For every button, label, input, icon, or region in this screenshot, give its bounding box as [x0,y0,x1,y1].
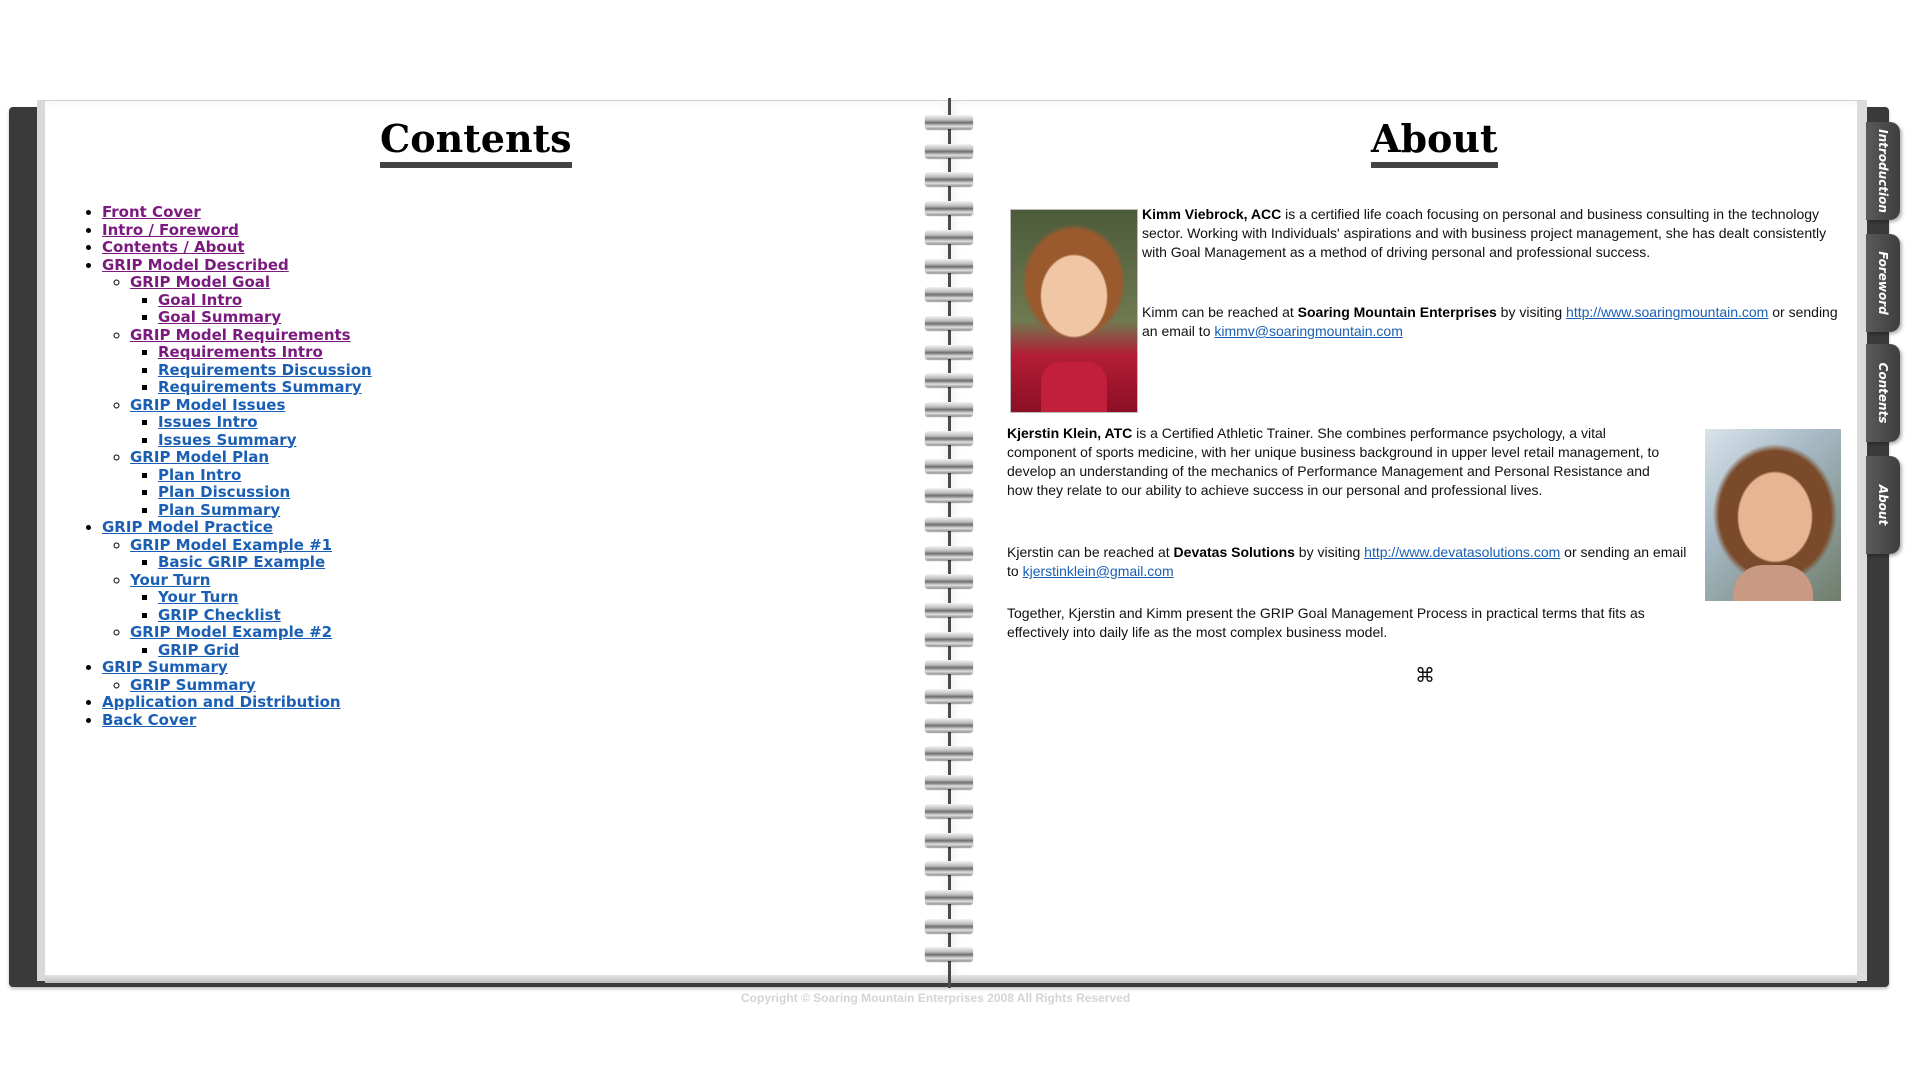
toc-link-grip-model-described[interactable]: GRIP Model Described [102,255,289,274]
spiral-ring [925,402,973,416]
kjerstin-website-link[interactable]: http://www.devatasolutions.com [1364,544,1561,560]
toc-link-grip-summary[interactable]: GRIP Summary [102,658,228,676]
toc-link-your-turn[interactable]: Your Turn [158,588,239,606]
toc-link-grip-summary[interactable]: GRIP Summary [130,675,256,694]
spiral-ring [925,488,973,502]
toc-item [130,397,372,450]
toc-link-requirements-intro[interactable]: Requirements Intro [158,343,323,361]
toc-item [158,484,372,502]
toc-item [158,589,372,607]
toc-link-your-turn[interactable]: Your Turn [130,570,211,589]
kjerstin-contact [1007,543,1697,581]
toc-item [130,624,372,659]
tab-foreword[interactable] [1866,234,1900,332]
toc-link-grip-model-example-1[interactable]: GRIP Model Example #1 [130,535,333,554]
command-symbol: ⌘ [1415,663,1435,687]
toc-item [130,327,372,397]
toc-link-issues-intro[interactable]: Issues Intro [158,413,258,431]
spiral-ring [925,718,973,732]
toc-item [158,414,372,432]
spiral-ring [925,517,973,531]
about-heading: About [1371,118,1498,168]
kimm-bio-text: is a certified life coach focusing on personal and business consulting in the technology sector. Working with Individuals' aspirations and with business project management, she has dealt consistently with Goal Management as a method of driving personal and professional success. [1142,206,1827,260]
spiral-ring [925,172,973,186]
toc-link-back-cover[interactable]: Back Cover [102,710,197,729]
toc-item [158,292,372,310]
toc-item [158,344,372,362]
toc-link-grip-model-goal[interactable]: GRIP Model Goal [130,273,271,291]
contents-heading: Contents [380,118,572,168]
toc-item [158,642,372,660]
toc-item [158,554,372,572]
kimm-bio [1142,205,1842,262]
toc-item [130,537,372,572]
spiral-ring [925,804,973,818]
tab-contents-label: Contents [1876,362,1890,424]
kjerstin-visiting: by visiting [1294,544,1365,560]
toc-link-grip-model-example-2[interactable]: GRIP Model Example #2 [130,623,333,641]
spiral-ring [925,230,973,244]
spiral-ring [925,919,973,933]
toc-item [130,677,372,695]
toc-link-plan-discussion[interactable]: Plan Discussion [158,483,291,501]
spiral-ring [925,890,973,904]
toc-item [130,449,372,519]
toc-item [102,519,372,659]
kimm-visiting: by visiting [1496,304,1567,320]
toc-link-application-and-distribution[interactable]: Application and Distribution [102,693,341,711]
spiral-ring [925,775,973,789]
toc-item [158,607,372,625]
kimm-or-sending: or sending an email to [1142,304,1838,339]
table-of-contents [80,204,372,729]
copyright: Copyright © Soaring Mountain Enterprises 2008 All Rights Reserved [741,991,1131,1005]
toc-link-requirements-discussion[interactable]: Requirements Discussion [158,360,372,379]
spiral-ring [925,287,973,301]
kjerstin-bio-text: is a Certified Athletic Trainer. She combines performance psychology, a vital component of sports medicine, with her unique business background in upper level retail management, to develop an understanding of the mechanics of Performance Management and Personal Resistance and how they relate to our ability to achieve success in our personal and professional lives. [1007,425,1660,498]
kjerstin-email-link[interactable]: kjerstinklein@gmail.com [1022,563,1174,579]
toc-item [102,712,372,730]
tab-contents[interactable] [1866,344,1900,442]
spiral-ring [925,115,973,129]
toc-link-issues-summary[interactable]: Issues Summary [158,430,297,449]
kjerstin-photo [1705,429,1841,601]
toc-item [158,309,372,327]
kimm-contact-prefix: Kimm can be reached at [1142,304,1298,320]
spiral-ring [925,259,973,273]
toc-link-grip-model-practice[interactable]: GRIP Model Practice [102,518,273,536]
toc-link-goal-intro[interactable]: Goal Intro [158,290,243,309]
kjerstin-or-sending: or sending an email to [1007,544,1687,579]
toc-item [158,362,372,380]
kimm-website-link[interactable]: http://www.soaringmountain.com [1566,304,1769,320]
toc-link-front-cover[interactable]: Front Cover [102,203,201,221]
toc-item [130,572,372,625]
spiral-ring [925,947,973,961]
toc-item [102,204,372,222]
spiral-ring [925,459,973,473]
toc-link-plan-summary[interactable]: Plan Summary [158,500,281,519]
tab-foreword-label: Foreword [1876,251,1890,315]
spiral-ring [925,861,973,875]
toc-link-requirements-summary[interactable]: Requirements Summary [158,378,362,396]
toc-item [130,274,372,327]
tab-introduction[interactable] [1866,122,1900,220]
together-text: Together, Kjerstin and Kimm present the GRIP Goal Management Process in practical terms that fits as effectively into daily life as the most complex business model. [1007,605,1645,640]
spiral-ring [925,603,973,617]
tab-introduction-label: Introduction [1876,129,1890,213]
toc-link-basic-grip-example[interactable]: Basic GRIP Example [158,553,326,571]
kjerstin-contact-prefix: Kjerstin can be reached at [1007,544,1174,560]
kimm-photo [1010,209,1138,413]
tab-about[interactable] [1866,456,1900,554]
spiral-ring [925,201,973,215]
kjerstin-company: Devatas Solutions [1173,544,1295,560]
spiral-ring [925,632,973,646]
toc-item [158,379,372,397]
kimm-contact [1142,303,1852,341]
toc-item [158,467,372,485]
spiral-ring [925,833,973,847]
toc-item [102,694,372,712]
spiral-ring [925,345,973,359]
kimm-company: Soaring Mountain Enterprises [1297,304,1497,320]
spiral-ring [925,144,973,158]
toc-link-grip-grid[interactable]: GRIP Grid [158,640,240,659]
kimm-name: Kimm Viebrock, ACC [1142,206,1282,222]
toc-link-contents-about[interactable]: Contents / About [102,238,245,256]
toc-link-plan-intro[interactable]: Plan Intro [158,465,242,484]
toc-item [102,659,372,694]
spiral-ring [925,373,973,387]
toc-link-grip-model-plan[interactable]: GRIP Model Plan [130,448,270,466]
kjerstin-name: Kjerstin Klein, ATC [1007,425,1133,441]
spiral-ring [925,316,973,330]
tab-about-label: About [1876,484,1890,526]
toc-item [102,222,372,240]
kimm-email-link[interactable]: kimmv@soaringmountain.com [1214,323,1403,339]
spiral-ring [925,689,973,703]
toc-item [102,257,372,520]
toc-link-grip-model-issues[interactable]: GRIP Model Issues [130,395,286,414]
spiral-ring [925,546,973,560]
toc-link-grip-model-requirements[interactable]: GRIP Model Requirements [130,325,351,344]
spiral-ring [925,660,973,674]
toc-item [158,502,372,520]
toc-link-goal-summary[interactable]: Goal Summary [158,308,282,326]
spiral-ring [925,746,973,760]
toc-item [102,239,372,257]
spiral-ring [925,431,973,445]
toc-link-grip-checklist[interactable]: GRIP Checklist [158,605,281,624]
kjerstin-bio [1007,424,1667,500]
spiral-ring [925,574,973,588]
toc-link-intro-foreword[interactable]: Intro / Foreword [102,220,239,239]
toc-item [158,432,372,450]
